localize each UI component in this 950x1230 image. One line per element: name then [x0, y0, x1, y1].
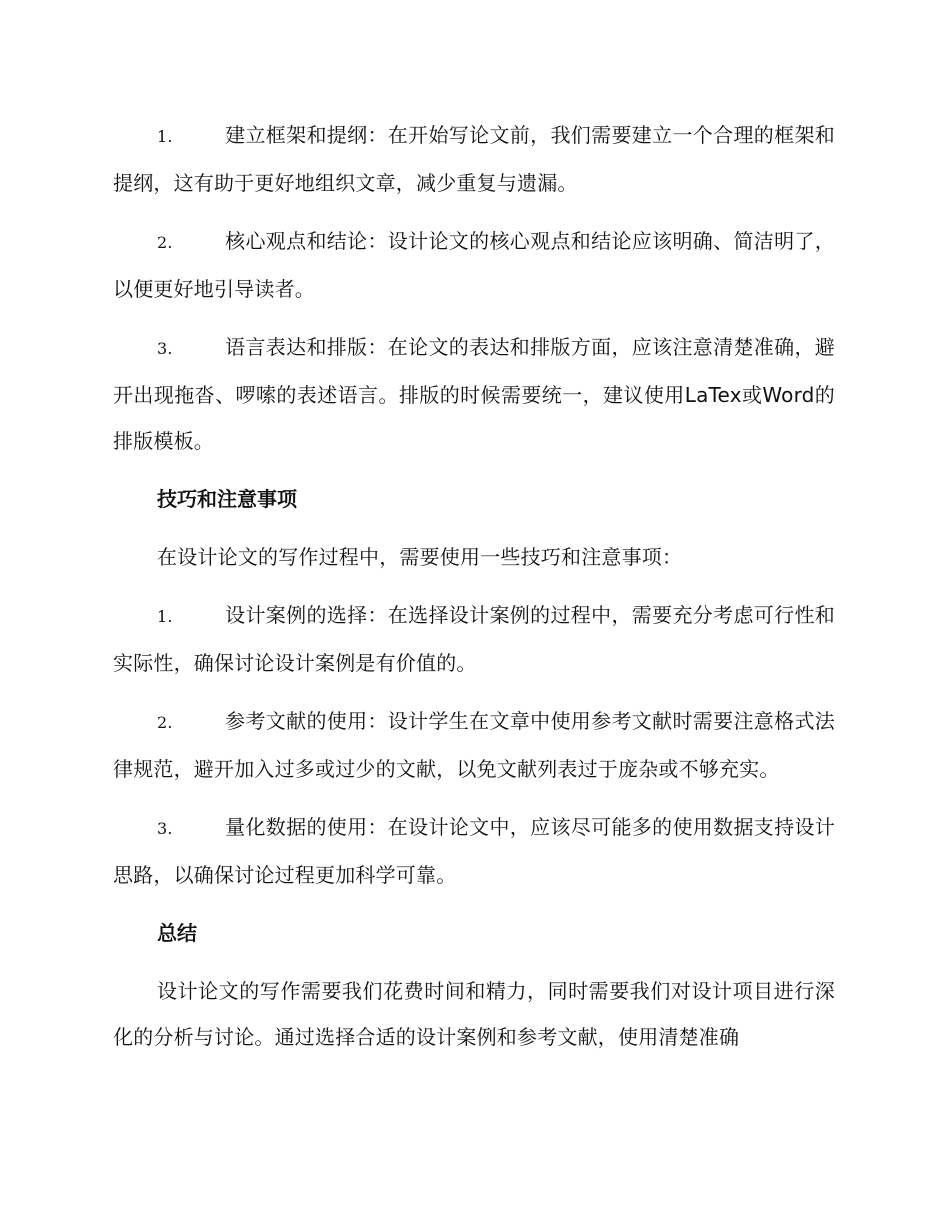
list-item-text: 量化数据的使用：在设计论文中，应该尽可能多的使用数据支持设计思路，以确保讨论过程更加科学可靠。: [113, 815, 835, 887]
list-item-number: 1.: [157, 607, 173, 626]
section-heading-tips: 技巧和注意事项: [157, 487, 297, 511]
list-item-text: 设计案例的选择：在选择设计案例的过程中，需要充分考虑可行性和实际性，确保讨论设计案例是有价值的。: [113, 603, 835, 675]
list-item-number: 2.: [157, 713, 173, 732]
document-page: [113, 112, 835, 1072]
list-item: [113, 804, 835, 898]
list-item-number: 3.: [157, 819, 173, 838]
list-item-text: 核心观点和结论：设计论文的核心观点和结论应该明确、简洁明了，以便更好地引导读者。: [113, 229, 835, 301]
section-heading-summary: 总结: [157, 921, 197, 945]
list-item: [113, 112, 835, 206]
list-item: [113, 592, 835, 686]
list-item-text: 建立框架和提纲：在开始写论文前，我们需要建立一个合理的框架和提纲，这有助于更好地组织文章，减少重复与遗漏。: [113, 123, 835, 195]
list-item-number: 3.: [157, 339, 173, 358]
list-item: [113, 698, 835, 792]
list-item: [113, 218, 835, 312]
section-intro-paragraph: 在设计论文的写作过程中，需要使用一些技巧和注意事项：: [157, 545, 683, 569]
summary-paragraph: 设计论文的写作需要我们花费时间和精力，同时需要我们对设计项目进行深化的分析与讨论。通过选择合适的设计案例和参考文献，使用清楚准确: [113, 979, 835, 1049]
list-item-number: 2.: [157, 233, 173, 252]
list-item-number: 1.: [157, 127, 173, 146]
list-item: [113, 324, 835, 464]
list-item-text: 参考文献的使用：设计学生在文章中使用参考文献时需要注意格式法律规范，避开加入过多或过少的文献，以免文献列表过于庞杂或不够充实。: [113, 709, 835, 781]
list-item-text: 语言表达和排版：在论文的表达和排版方面，应该注意清楚准确，避开出现拖沓、啰嗦的表述语言。排版的时候需要统一，建议使用LaTex或Word的排版模板。: [113, 335, 835, 453]
